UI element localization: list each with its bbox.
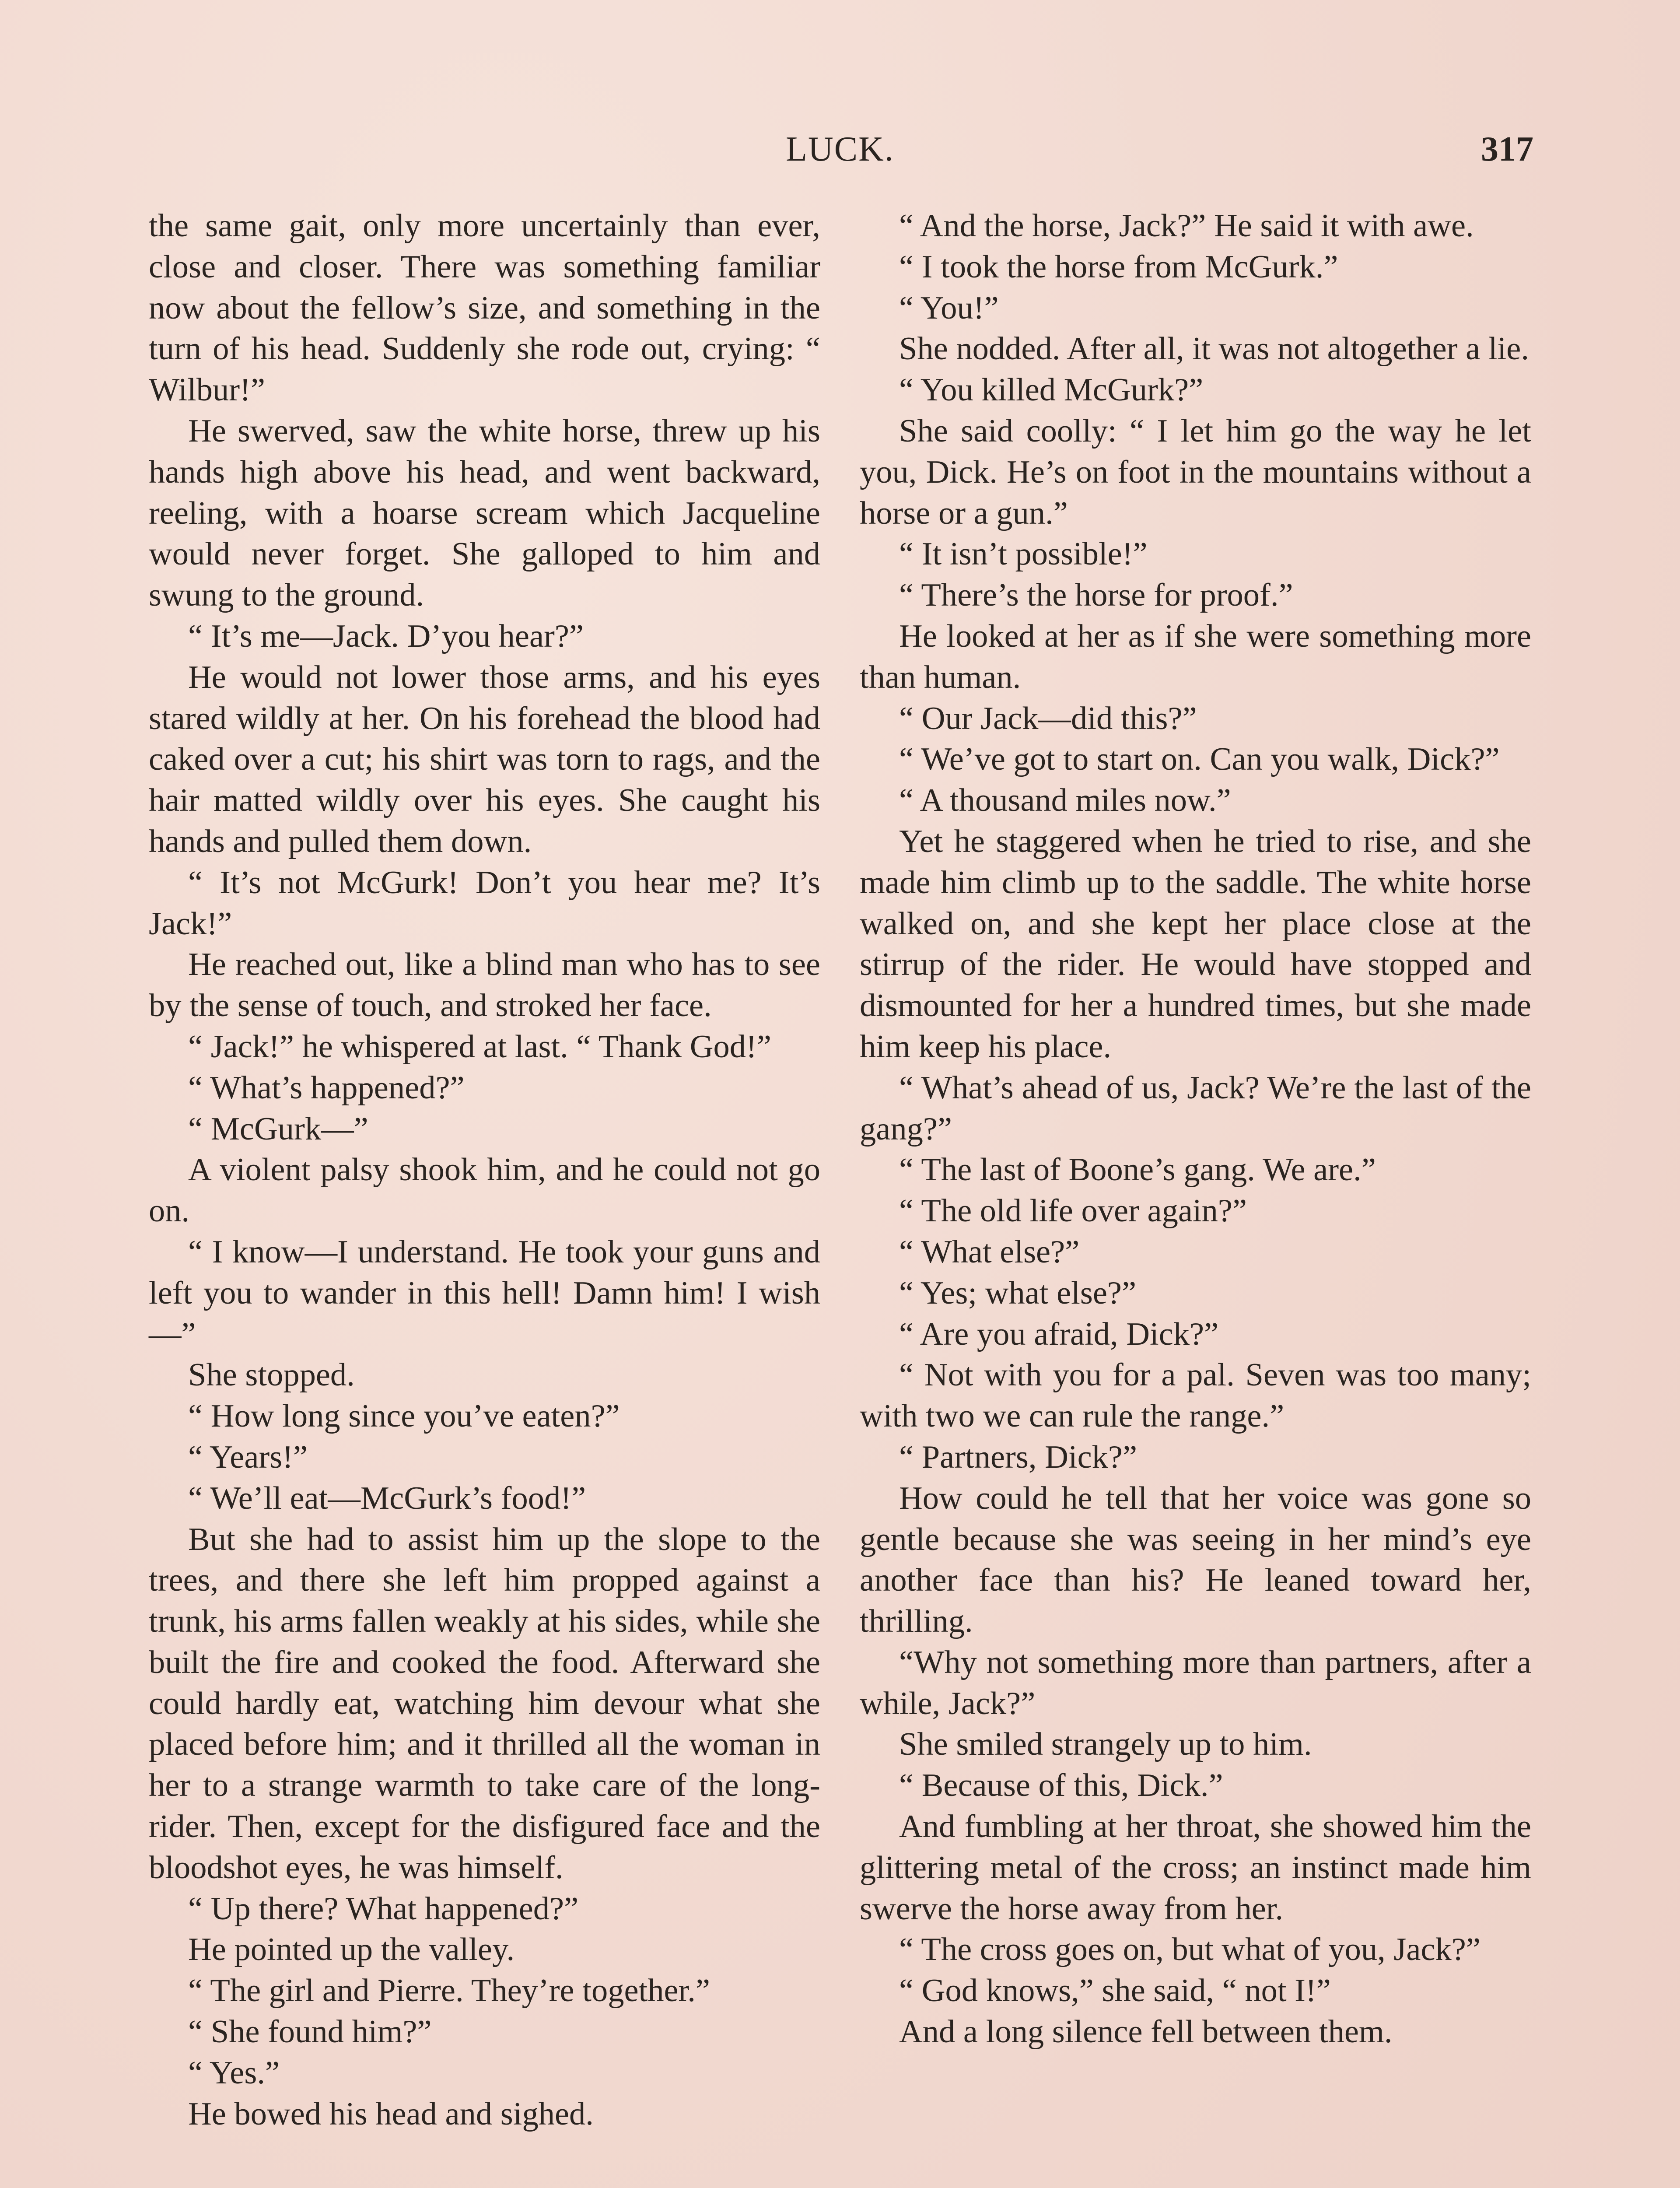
- paragraph: How could he tell that her voice was gone so gentle because she was seeing in her mind’s eye another face than his? He leaned toward her, thrilling.: [860, 1480, 1531, 1640]
- paragraph: He pointed up the valley.: [188, 1932, 515, 1968]
- paragraph: “ What’s ahead of us, Jack? We’re the last of the gang?”: [860, 1069, 1531, 1147]
- paragraph: She said coolly: “ I let him go the way he let you, Dick. He’s on foot in the mountains without a horse or a gun.”: [860, 413, 1531, 531]
- paragraph: “ You!”: [899, 290, 999, 326]
- paragraph: He bowed his head and sighed.: [188, 2096, 594, 2132]
- paragraph: “ And the horse, Jack?” He said it with awe.: [899, 208, 1474, 244]
- paragraph: “ Partners, Dick?”: [899, 1439, 1138, 1475]
- paragraph: “ She found him?”: [188, 2014, 432, 2050]
- paragraph: “ Are you afraid, Dick?”: [899, 1316, 1219, 1352]
- paragraph: “ McGurk—”: [188, 1111, 368, 1147]
- paragraph: “ It isn’t possible!”: [899, 536, 1148, 572]
- paragraph: “ What else?”: [899, 1234, 1080, 1270]
- paragraph: “ There’s the horse for proof.”: [899, 577, 1293, 614]
- paragraph: He looked at her as if she were something more than human.: [860, 618, 1531, 695]
- paragraph: He swerved, saw the white horse, threw up his hands high above his head, and went backward, reeling, with a hoarse scream which Jacqueline would never forget. She galloped to him and swung to the ground.: [149, 413, 820, 614]
- running-header-title: LUCK.: [786, 130, 894, 168]
- paragraph: “ Not with you for a pal. Seven was too many; with two we can rule the range.”: [860, 1357, 1531, 1434]
- paragraph: He reached out, like a blind man who has to see by the sense of touch, and stroked her face.: [149, 947, 820, 1024]
- paragraph: “ Years!”: [188, 1439, 308, 1475]
- paragraph: “ It’s me—Jack. D’you hear?”: [188, 618, 584, 654]
- paragraph: “ Yes.”: [188, 2055, 280, 2091]
- paragraph: She nodded. After all, it was not altogether a lie.: [899, 331, 1529, 367]
- paragraph: “ Jack!” he whispered at last. “ Thank God!”: [188, 1028, 771, 1065]
- paragraph: But she had to assist him up the slope to the trees, and there she left him propped against a trunk, his arms fallen weakly at his sides, while she built the fire and cooked the food. Afterward she could hardly eat, watching him devour what she placed before him; and it thrilled all the woman in her to a strange warmth to take care of the long-rider. Then, except for the disfigured face and the bloodshot eyes, he was himself.: [149, 1521, 820, 1886]
- paragraph: “ The old life over again?”: [899, 1193, 1247, 1229]
- paragraph: Yet he staggered when he tried to rise, and she made him climb up to the saddle. The white horse walked on, and she kept her place close at the stirrup of the rider. He would have stopped and dismounted for her a hundred times, but she made him keep his place.: [860, 823, 1531, 1065]
- paragraph: “ Yes; what else?”: [899, 1275, 1137, 1311]
- paragraph: And a long silence fell between them.: [899, 2014, 1393, 2050]
- right-text-column: [860, 206, 1531, 2053]
- paragraph: “ God knows,” she said, “ not I!”: [899, 1973, 1331, 2009]
- paragraph: “Why not something more than partners, after a while, Jack?”: [860, 1644, 1531, 1722]
- paragraph: “ The girl and Pierre. They’re together.”: [188, 1973, 710, 2009]
- paragraph: “ A thousand miles now.”: [899, 782, 1231, 819]
- paragraph: A violent palsy shook him, and he could not go on.: [149, 1152, 820, 1229]
- left-text-column: [149, 206, 820, 2135]
- paragraph: “ It’s not McGurk! Don’t you hear me? It’s Jack!”: [149, 864, 820, 942]
- paragraph: “ Our Jack—did this?”: [899, 700, 1197, 736]
- paragraph: “ We’ll eat—McGurk’s food!”: [188, 1480, 586, 1516]
- paragraph: “ Because of this, Dick.”: [899, 1767, 1223, 1804]
- paragraph: “ I took the horse from McGurk.”: [899, 249, 1338, 285]
- paragraph: “ We’ve got to start on. Can you walk, Dick?”: [899, 741, 1500, 778]
- paragraph: “ The last of Boone’s gang. We are.”: [899, 1152, 1376, 1188]
- paragraph: “ How long since you’ve eaten?”: [188, 1398, 620, 1434]
- paragraph: “ You killed McGurk?”: [899, 372, 1204, 408]
- paragraph: And fumbling at her throat, she showed him the glittering metal of the cross; an instinct made him swerve the horse away from her.: [860, 1809, 1531, 1927]
- paragraph: He would not lower those arms, and his eyes stared wildly at her. On his forehead the blood had caked over a cut; his shirt was torn to rags, and the hair matted wildly over his eyes. She caught his hands and pulled them down.: [149, 659, 820, 859]
- paragraph: She smiled strangely up to him.: [899, 1726, 1312, 1763]
- paragraph: “ I know—I understand. He took your guns and left you to wander in this hell! Damn him! I wish—”: [149, 1234, 820, 1352]
- paragraph: “ Up there? What happened?”: [188, 1890, 579, 1927]
- paragraph: She stopped.: [188, 1357, 355, 1393]
- page-number: 317: [1481, 130, 1533, 168]
- paragraph: “ The cross goes on, but what of you, Jack?”: [899, 1932, 1480, 1968]
- paragraph: the same gait, only more uncertainly than ever, close and closer. There was something familiar now about the fellow’s size, and something in the turn of his head. Suddenly she rode out, crying: “ Wilbur!”: [149, 208, 820, 408]
- paragraph: “ What’s happened?”: [188, 1069, 465, 1106]
